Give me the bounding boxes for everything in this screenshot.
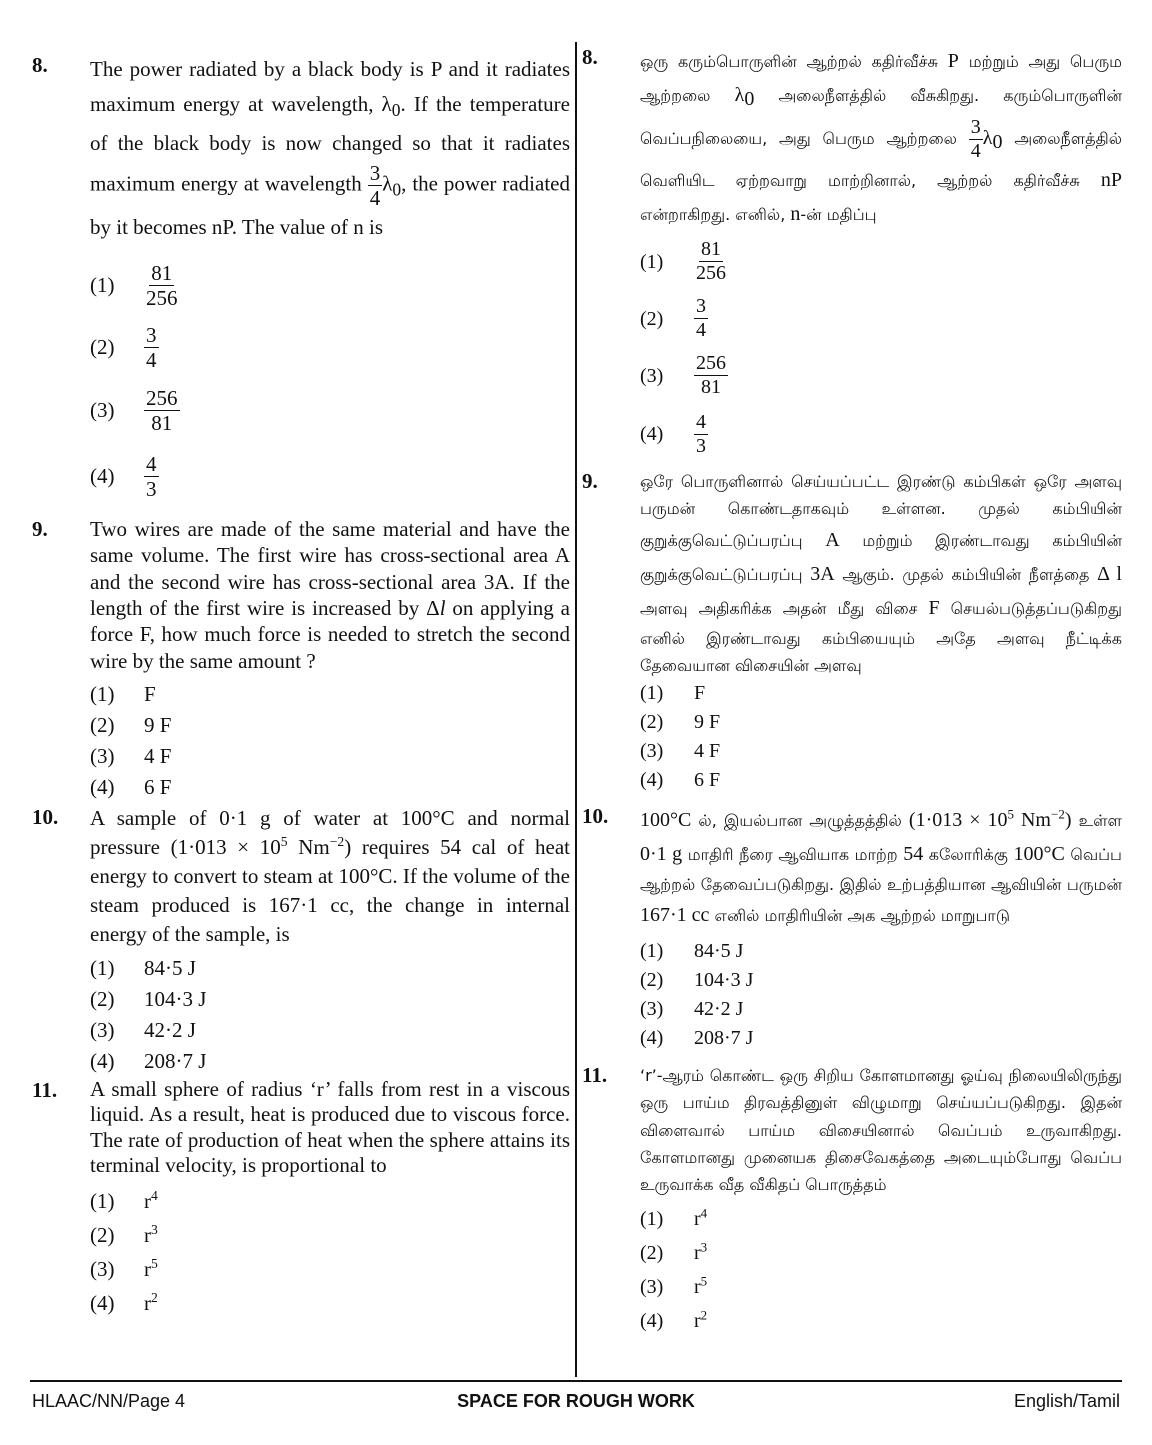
option-4[interactable]: (4) $r^2$ <box>640 1307 708 1333</box>
option-4[interactable]: (4) 6 F <box>640 769 721 792</box>
option-1[interactable]: (1) $\frac{81}{256}$ <box>640 238 726 285</box>
question-number: 8. <box>32 53 48 77</box>
option-1[interactable]: (1) F <box>640 682 706 705</box>
option-4[interactable]: (4) 208·7 J <box>640 1026 754 1049</box>
option-2[interactable]: (2) 104·3 J <box>90 987 207 1012</box>
fraction: $\frac{3}{4}$ <box>369 161 381 211</box>
question-10-en <box>32 804 570 949</box>
option-4[interactable]: (4) 6 F <box>90 774 172 799</box>
option-1[interactable]: (1) 84·5 J <box>90 956 196 981</box>
options-q8-ta <box>640 233 1122 464</box>
question-text: The power radiated by a black body is P and it radiates maximum energy at wavelength, $\lambda_0$. If the temperature of the black body is now changed so that it radiates maximum energy at wavelength $\frac{3}{4}$ $\lambda_0$, the power radiated by it becomes nP. The value of n is <box>90 57 570 240</box>
options-q8-en <box>90 254 570 510</box>
tamil-column <box>582 40 1122 1338</box>
rough-work-label: SPACE FOR ROUGH WORK <box>457 1391 695 1411</box>
question-9-ta <box>582 468 1122 679</box>
question-text: Two wires are made of the same material and have the same volume. The first wire has cross-sectional area A and the second wire has cross-sectional area 3A. If the length of the first wire is increased by Δl on applying a force F, how much force is needed to stretch the second wire by the same amount ? <box>90 516 571 673</box>
question-number: 8. <box>582 45 598 69</box>
option-4[interactable]: (4) $\frac{4}{3}$ <box>90 452 157 502</box>
question-11-ta <box>582 1062 1122 1198</box>
option-3[interactable]: (3) $\frac{256}{81}$ <box>90 386 178 436</box>
options-q10-en <box>90 953 570 1077</box>
option-2[interactable]: (2) 104·3 J <box>640 968 754 991</box>
page-code: HLAAC/NN/Page 4 <box>32 1391 186 1411</box>
question-8-ta <box>582 44 1122 231</box>
option-2[interactable]: (2) $r^3$ <box>640 1239 708 1265</box>
option-4[interactable]: (4) $\frac{4}{3}$ <box>640 410 706 457</box>
language-label: English/Tamil <box>1013 1391 1120 1411</box>
question-number: 11. <box>582 1063 608 1088</box>
option-1[interactable]: (1) $r^4$ <box>90 1188 158 1214</box>
options-q11-en <box>90 1184 570 1320</box>
options-q9-en <box>90 678 570 802</box>
question-number: 9. <box>582 469 598 494</box>
column-divider <box>575 42 577 1377</box>
option-2[interactable]: (2) 9 F <box>90 712 172 737</box>
option-2[interactable]: (2) 9 F <box>640 711 721 734</box>
option-2[interactable]: (2) $\frac{3}{4}$ <box>90 323 157 373</box>
english-column <box>32 40 570 1320</box>
option-3[interactable]: (3) 42·2 J <box>640 997 744 1020</box>
option-1[interactable]: (1) $r^4$ <box>640 1205 708 1231</box>
option-1[interactable]: (1) 84·5 J <box>640 939 744 962</box>
option-3[interactable]: (3) $r^5$ <box>90 1256 158 1282</box>
fraction: $\frac{3}{4}$ <box>970 116 981 163</box>
options-q10-ta <box>640 936 1122 1052</box>
question-text: A sample of 0·1 g of water at 100°C and normal pressure ($1\cdot 013 \times 10^5$ $Nm^{-2}$) requires 54 cal of heat energy to convert to steam at 100°C. If the volume of the steam produced is 167·1 cc, the change in internal energy of the sample, is <box>90 806 570 947</box>
question-number: 10. <box>582 803 609 828</box>
question-11-en <box>32 1077 570 1178</box>
question-text: ஒரே பொருளினால் செய்யப்பட்ட இரண்டு கம்பிகள் ஒரே அளவு பருமன் கொண்டதாகவும் உள்ளன. முதல் கம்பியின் குறுக்குவெட்டுப்பரப்பு A மற்றும் இரண்டாவது கம்பியின் குறுக்குவெட்டுப்பரப்பு 3A ஆகும். முதல் கம்பியின் நீளத்தை Δ l அளவு அதிகரிக்க அதன் மீது விசை F செயல்படுத்தப்படுகிறது எனில் இரண்டாவது கம்பியையும் அதே அளவு நீட்டிக்க தேவையான விசையின் அளவு <box>640 472 1122 675</box>
option-3[interactable]: (3) 42·2 J <box>90 1018 196 1043</box>
question-text: A small sphere of radius ‘r’ falls from rest in a viscous liquid. As a result, heat is produced due to viscous force. The rate of production of heat when the sphere attains its terminal velocity, is proportional to <box>90 1077 570 1177</box>
option-3[interactable]: (3) 4 F <box>640 740 721 763</box>
question-9-en <box>32 516 570 675</box>
option-3[interactable]: (3) $r^5$ <box>640 1273 708 1299</box>
question-10-ta <box>582 803 1122 932</box>
option-2[interactable]: (2) $r^3$ <box>90 1222 158 1248</box>
option-1[interactable]: (1) F <box>90 681 156 706</box>
footer-rule <box>30 1380 1122 1382</box>
options-q9-ta <box>640 679 1122 795</box>
question-text: ஒரு கரும்பொருளின் ஆற்றல் கதிர்வீச்சு P மற்றும் அது பெரும ஆற்றலை $\lambda_0$ அலைநீளத்தில் வீசுகிறது. கரும்பொருளின் வெப்பநிலையை, அது பெரும ஆற்றலை $\frac{3}{4}$ $\lambda_0$ அலைநீளத்தில் வெளியிட ஏற்றவாறு மாற்றினால், ஆற்றல் கதிர்வீச்சு nP என்றாகிறது. எனில், n-ன் மதிப்பு <box>640 50 1123 226</box>
question-text: 100°C ல், இயல்பான அழுத்தத்தில் ($1\cdot 013 \times 10^5$ $Nm^{-2}$) உள்ள 0·1 g மாதிரி நீரை ஆவியாக மாற்ற 54 கலோரிக்கு 100°C வெப்ப ஆற்றல் தேவைப்படுகிறது. இதில் உற்பத்தியான ஆவியின் பருமன் 167·1 cc எனில் மாதிரியின் அக ஆற்றல் மாறுபாடு <box>640 806 1122 927</box>
option-4[interactable]: (4) 208·7 J <box>90 1049 207 1074</box>
options-q11-ta <box>640 1202 1122 1338</box>
question-number: 9. <box>32 516 48 541</box>
question-number: 10. <box>32 805 59 830</box>
question-text: ‘r’-ஆரம் கொண்ட ஒரு சிறிய கோளமானது ஓய்வு நிலையிலிருந்து ஒரு பாய்ம திரவத்தினுள் விழுமாறு செய்யப்படுகிறது. இதன் விளைவால் பாய்ம விசையினால் வெப்பம் உருவாகிறது. கோளமானது முனையக திசைவேகத்தை அடையும்போது வெப்ப உருவாக்க வீத வீகிதப் பொருத்தம் <box>640 1066 1122 1194</box>
option-3[interactable]: (3) 4 F <box>90 743 172 768</box>
option-4[interactable]: (4) $r^2$ <box>90 1290 158 1316</box>
question-8-en <box>32 52 570 246</box>
option-2[interactable]: (2) $\frac{3}{4}$ <box>640 295 706 342</box>
question-number: 11. <box>32 1078 58 1103</box>
option-3[interactable]: (3) $\frac{256}{81}$ <box>640 352 726 399</box>
option-1[interactable]: (1) $\frac{81}{256}$ <box>90 261 178 311</box>
